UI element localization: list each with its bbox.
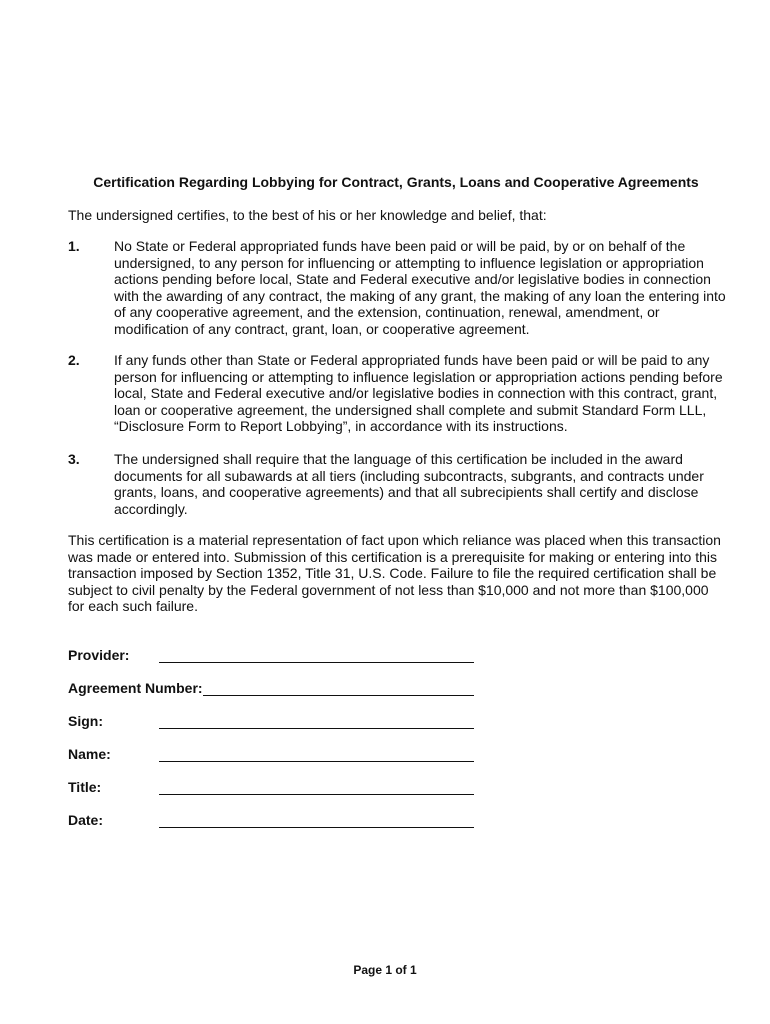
provider-field — [68, 647, 478, 667]
list-item-text: If any funds other than State or Federal appropriated funds have been paid or will be paid to any person for influencing or attempting to influence legislation or appropriation actions pending before local, State and Federal executive and/or legislative bodies in connection with this contract, grant, loan or cooperative agreement, the undersigned shall complete and submit Standard Form LLL, “Disclosure Form to Report Lobbying”, in accordance with its instructions. — [114, 352, 723, 434]
closing-paragraph: This certification is a material representation of fact upon which reliance was placed when this transaction was made or entered into. Submission of this certification is a prerequisite for making or entering into this transaction imposed by Section 1352, Title 31, U.S. Code. Failure to file the required certification shall be subject to civil penalty by the Federal government of not less than $10,000 and not more than $100,000 for each such failure. — [68, 532, 721, 614]
page-number: Page 1 of 1 — [353, 963, 417, 977]
name-input-line[interactable] — [159, 761, 474, 762]
list-item-number: 1. — [68, 238, 80, 254]
sign-field — [68, 713, 478, 733]
intro-text: The undersigned certifies, to the best of his or her knowledge and belief, that: — [68, 207, 547, 223]
date-field — [68, 812, 478, 832]
list-item-number: 2. — [68, 352, 80, 368]
title-label: Title: — [68, 779, 102, 795]
name-label: Name: — [68, 746, 111, 762]
list-item-text: The undersigned shall require that the language of this certification be included in the award documents for all subawards at all tiers (including subcontracts, subgrants, and contracts under grants, loans, and cooperative agreements) and that all subrecipients shall certify and disclose accordingly. — [114, 451, 704, 517]
provider-input-line[interactable] — [159, 662, 474, 663]
agreement-number-field — [68, 680, 478, 700]
agreement-number-label: Agreement Number: — [68, 680, 203, 696]
date-input-line[interactable] — [159, 827, 474, 828]
sign-input-line[interactable] — [159, 728, 474, 729]
document-title: Certification Regarding Lobbying for Contract, Grants, Loans and Cooperative Agreements — [93, 174, 699, 190]
title-input-line[interactable] — [159, 794, 474, 795]
agreement-number-input-line[interactable] — [203, 695, 474, 696]
list-item-text: No State or Federal appropriated funds have been paid or will be paid, by or on behalf of the undersigned, to any person for influencing or attempting to influence legislation or appropriation actions pending before local, State and Federal executive and/or legislative bodies in connection with the awarding of any contract, the making of any grant, the making of any loan the entering into of any cooperative agreement, and the extension, continuation, renewal, amendment, or modification of any contract, grant, loan, or cooperative agreement. — [114, 238, 726, 337]
list-item-number: 3. — [68, 451, 80, 467]
name-field — [68, 746, 478, 766]
provider-label: Provider: — [68, 647, 130, 663]
sign-label: Sign: — [68, 713, 103, 729]
title-field — [68, 779, 478, 799]
date-label: Date: — [68, 812, 104, 828]
